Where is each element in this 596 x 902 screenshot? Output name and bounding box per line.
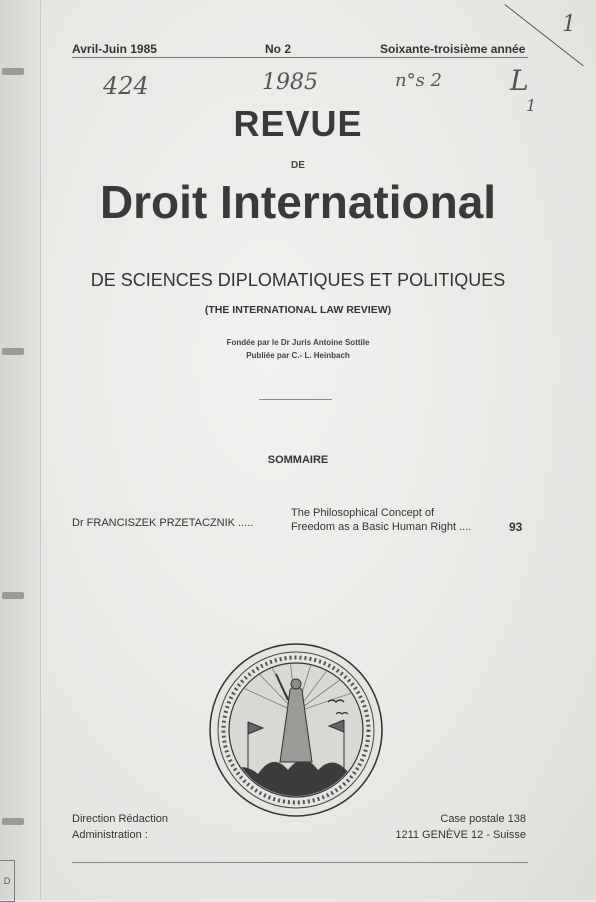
footer-address: 1211 GENÈVE 12 - Suisse [395,829,526,841]
emblem-seal-icon [208,642,384,818]
toc-title-line: The Philosophical Concept of [291,507,435,519]
header-rule [72,57,528,58]
footer-left [72,811,168,843]
library-stamp [0,860,15,902]
issue-number: No 2 [265,42,292,56]
toc-article-title [291,506,471,534]
staple [2,68,24,75]
handwritten-issue: n°s 2 [395,70,443,91]
masthead-de: DE [291,160,305,171]
journal-subtitle: DE SCIENCES DIPLOMATIQUES ET POLITIQUES [90,270,506,290]
staple [2,592,24,599]
toc-author: Dr FRANCISZEK PRZETACZNIK ..... [72,517,254,529]
toc-title-line: Freedom as a Basic Human Right .... [291,521,472,533]
section-divider [259,399,332,400]
english-title: (THE INTERNATIONAL LAW REVIEW) [204,304,392,316]
contents-heading: SOMMAIRE [267,454,329,466]
masthead-revue: REVUE [233,103,363,144]
handwritten-corner-number: 1 [562,12,576,37]
handwritten-mark: L [510,64,529,97]
staple [2,818,24,825]
footer-right [395,811,526,843]
footer-administration: Administration : [72,829,148,841]
journal-title: Droit International [99,176,497,228]
footer-direction: Direction Rédaction [72,813,168,825]
handwritten-number: 424 [103,72,149,100]
handwritten-year: 1985 [262,70,318,95]
issue-date: Avril-Juin 1985 [72,42,157,56]
handwritten-mark-sub: 1 [526,96,537,115]
founded-by: Fondée par le Dr Juris Antoine Sottile [226,338,370,347]
footer-rule [72,862,528,863]
year-label: Soixante-troisième année [380,42,526,56]
toc-page-number: 93 [509,520,523,534]
footer-postbox: Case postale 138 [440,813,526,825]
stamp-letter: D [3,876,11,886]
published-by: Publiée par C.- L. Heinbach [246,351,350,360]
